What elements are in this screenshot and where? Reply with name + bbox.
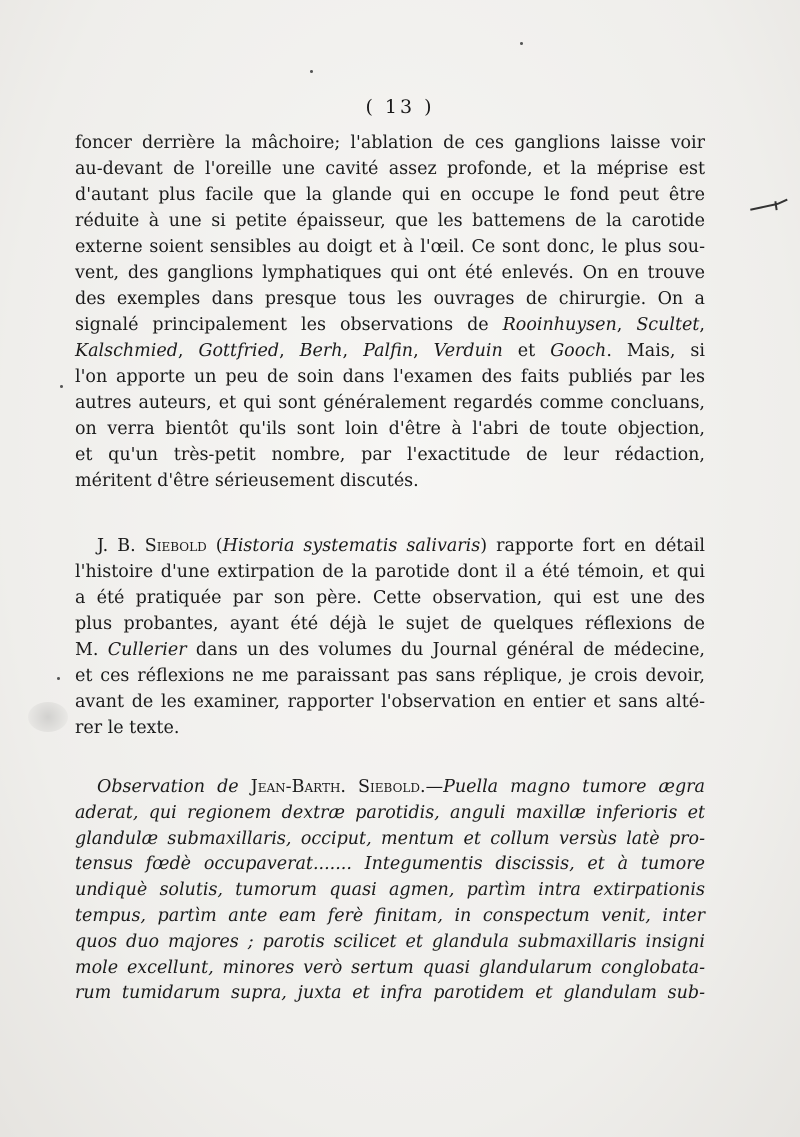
text-line: des exemples dans presque tous les ouvrages de chirurgie. On a	[75, 289, 705, 309]
author-name: Berh	[299, 341, 343, 361]
text-line: rer le texte.	[75, 718, 180, 738]
author-name: Siebold	[144, 536, 207, 556]
paragraph-2	[75, 533, 705, 741]
text-line	[75, 637, 705, 663]
author-name: Scultet	[636, 315, 700, 335]
text-span: ,	[279, 341, 300, 361]
text-span: ,	[177, 341, 199, 361]
text-line: avant de les examiner, rapporter l'observation en entier et sans alté-	[75, 692, 705, 712]
text-line	[75, 312, 705, 338]
text-span: J. B.	[97, 536, 145, 556]
text-line: a été pratiquée par son père. Cette observation, qui est une des	[75, 588, 705, 608]
text-line	[75, 533, 705, 559]
text-span: (	[206, 536, 223, 556]
author-name: Palfin	[363, 341, 414, 361]
text-line: aderat, qui regionem dextræ parotidis, anguli maxillæ inferioris et	[75, 802, 705, 823]
text-span: . Mais, si	[606, 341, 705, 361]
text-span: ,	[699, 315, 705, 335]
text-line: foncer derrière la mâchoire; l'ablation de ces ganglions laisse voir	[75, 133, 705, 153]
text-line: tensus fœdè occupaverat....... Integumentis discissis, et à tumore	[75, 854, 705, 875]
text-line: l'histoire d'une extirpation de la parotide dont il a été témoin, et qui	[75, 562, 705, 582]
text-line: undiquè solutis, tumorum quasi agmen, partìm intra extirpationis	[75, 880, 705, 901]
author-name: Kalschmied	[75, 341, 178, 361]
text-line: au-devant de l'oreille une cavité assez profonde, et la méprise est	[75, 159, 705, 179]
speck	[60, 385, 63, 388]
text-line: méritent d'être sérieusement discutés.	[75, 471, 419, 491]
author-name: Verduin	[433, 341, 503, 361]
text-span: dans un des volumes du Journal général de médecine,	[186, 640, 705, 660]
text-span: —Puella magno tumore ægra	[425, 777, 705, 797]
text-line: et qu'un très-petit nombre, par l'exactitude de leur rédaction,	[75, 445, 705, 465]
text-line: vent, des ganglions lymphatiques qui ont été enlevés. On en trouve	[75, 263, 705, 283]
text-line: tempus, partìm ante eam ferè finitam, in conspectum venit, inter	[75, 905, 705, 926]
text-line: plus probantes, ayant été déjà le sujet de quelques réflexions de	[75, 614, 705, 634]
text-line: d'autant plus facile que la glande qui en occupe le fond peut être	[75, 185, 705, 205]
author-name: Cullerier	[107, 640, 187, 660]
text-line	[75, 338, 705, 364]
text-span: Observation de	[97, 777, 251, 797]
paragraph-1	[75, 130, 705, 494]
text-line: autres auteurs, et qui sont généralement regardés comme concluans,	[75, 393, 705, 413]
text-line: l'on apporte un peu de soin dans l'examen des faits publiés par les	[75, 367, 705, 387]
text-line: glandulæ submaxillaris, occiput, mentum et collum versùs latè pro-	[75, 828, 705, 849]
text-span: ) rapporte fort en détail	[480, 536, 705, 556]
text-line: quos duo majores ; parotis scilicet et glandula submaxillaris insigni	[75, 931, 705, 952]
margin-mark	[747, 196, 793, 216]
text-span: M.	[75, 640, 108, 660]
paragraph-3-latin-observation	[75, 775, 705, 1007]
book-title: Historia systematis salivaris	[222, 536, 481, 556]
text-span: ,	[342, 341, 364, 361]
text-span: et	[502, 341, 551, 361]
author-name: Gottfried	[198, 341, 280, 361]
text-line: rum tumidarum supra, juxta et infra parotidem et glandulam sub-	[75, 983, 705, 1004]
text-line: mole excellunt, minores verò sertum quasi glandularum conglobata-	[75, 957, 705, 978]
text-line: on verra bientôt qu'ils sont loin d'être à l'abri de toute objection,	[75, 419, 705, 439]
text-line	[75, 775, 705, 801]
margin-smudge	[28, 702, 68, 732]
speck	[57, 677, 60, 680]
text-line: externe soient sensibles au doigt et à l'œil. Ce sont donc, le plus sou-	[75, 237, 705, 257]
text-line: et ces réflexions ne me paraissant pas sans réplique, je crois devoir,	[75, 666, 705, 686]
author-name: Rooinhuysen	[502, 315, 617, 335]
text-line: réduite à une si petite épaisseur, que les battemens de la carotide	[75, 211, 705, 231]
text-span: signalé principalement les observations de	[75, 315, 503, 335]
author-name: Jean-Barth. Siebold.	[250, 777, 426, 797]
author-name: Gooch	[550, 341, 607, 361]
page-number: ( 13 )	[365, 96, 435, 118]
text-span: ,	[616, 315, 637, 335]
text-span: ,	[413, 341, 434, 361]
speck	[520, 42, 523, 45]
speck	[310, 70, 313, 73]
